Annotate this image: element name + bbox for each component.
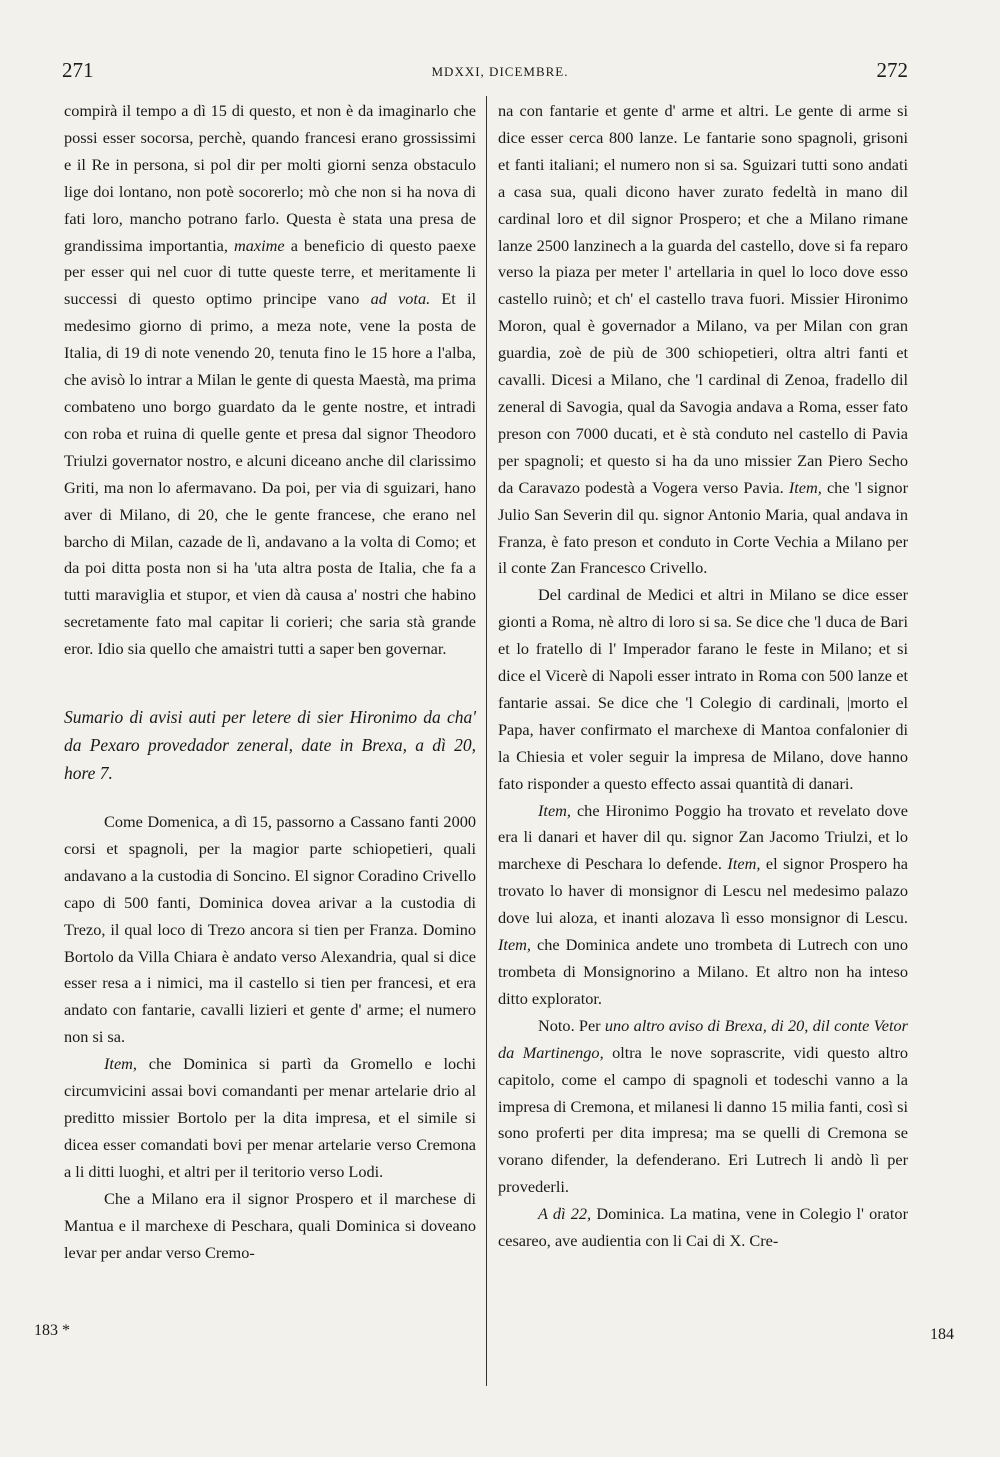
right-column	[498, 98, 908, 1255]
paragraph: compirà il tempo a dì 15 di questo, et non è da imaginarlo che possi esser socorsa, perchè, quando francesi erano grossissimi e il Re in persona, si pol dir per molti giorni senza obstaculo lige doi lontano, non potè socorerlo; mò che non si ha nova di fati loro, mancho potrano farlo. Questa è stata una presa de grandissima importantia, maxime a beneficio di questo paexe per esser qui nel cuor di tutte queste terre, et meritamente li successi di questo optimo principe vano ad vota. Et il medesimo giorno di primo, a meza note, vene la posta de Italia, di 19 di note venendo 20, tenuta fino le 15 hore a l'alba, che avisò lo intrar a Milan le gente di questa Maestà, ma prima combateno uno borgo guardato da le gente nostre, et intradi con roba et ruina di quelle gente et presa dal signor Theodoro Triulzi governator nostro, e alcuni diceano anche dil clarissimo Griti, ma non lo afermavano. Da poi, per via di sguizari, hano aver di Milano, di 20, che le gente francese, che erano nel barcho di Milan, cazade de lì, andavano a la volta di Como; et da poi ditta posta non si ha 'uta altra posta de Italia, che fa a tutti maraviglia et stupor, et vien dà causa a' nostri che habino secretamente fato mal capitar li corieri; che saria stà grande eror. Idio sia quello che amaistri tutti a saper ben governar.	[64, 101, 477, 659]
margin-number-left: 183 *	[34, 1322, 70, 1339]
paragraph: Che a Milano era il signor Prospero et il marchese di Mantua e il marchexe di Peschara, quali Dominica si doveano levar per andar verso Cremo-	[64, 1188, 476, 1262]
paragraph: Del cardinal de Medici et altri in Milano se dice esser gionti a Roma, nè altro di loro si sa. Se dice che 'l duca de Bari et lo fratello di l' Imperador farano le feste in Milano; et si dice el Vicerè di Napoli esser intrato in Roma con 500 lanze et fantarie assai. Se dice che 'l Colegio di cardinali, |morto el Papa, haver confirmato el marchexe di Mantoa confalonier di la Chiesia et voler seguir la impresa de Milano, dove hanno fato risponder a questo effecto assai quantità di danari.	[498, 585, 908, 793]
paragraph: na con fantarie et gente d' arme et altri. Le gente di arme si dice esser cerca 800 lanze. Le fantarie sono spagnoli, grisoni et fanti italiani; el numero non si sa. Sguizari tutti sono andati a casa sua, quali dicono haver zurato fedeltà in mano dil cardinal loro et dil signor Prospero; et che a Milano rimane lanze 2500 lanzinech a la guarda del castello, dove si fa reparo verso la piaza per meter l' artellaria in quel lo loco dove esso castello ruinò; et ch' el castello trava fuori. Missier Hironimo Moron, qual è governador a Milano, va per Milan con gran guardia, zoè de più de 300 schiopetieri, oltra altri fanti et cavalli. Dicesi a Milano, che 'l cardinal di Zenoa, fradello dil zeneral di Savogia, qual da Savogia andava a Roma, esser fato preson con 7000 ducati, et è stà conduto nel castello di Pavia per spagnoli; et questo si ha da uno missier Zan Piero Secho da Caravazo podestà a Vogera verso Pavia. Item, che 'l signor Julio San Severin dil qu. signor Antonio Maria, qual andava in Franza, è fato preson et conduto in Corte Vechia a Milano per il conte Zan Francesco Crivello.	[498, 101, 908, 578]
column-divider	[486, 96, 487, 1386]
paragraph: Noto. Per uno altro aviso di Brexa, di 20, dil conte Vetor da Martinengo, oltra le nove soprascrite, vidi questo altro capitolo, come el campo di spagnoli et todeschi vanno a la impresa di Cremona, et milanesi li danno 15 milia fanti, così si sono proferti per dita impresa; ma se quelli di Cremona se vorano difender, la defenderano. Eri Lutrech li andò lì per provederli.	[498, 1015, 909, 1197]
right-page-number: 272	[876, 58, 908, 82]
margin-number-right: 184	[930, 1326, 954, 1343]
paragraph: Item, che Dominica si partì da Gromello e lochi circumvicini assai bovi comandanti per menar artelarie drio al preditto missier Bortolo per la dita impresa, et el simile si dicea esser comandati bovi per menar artelarie verso Cremona a li ditti luoghi, et altri per il teritorio verso Lodi.	[64, 1054, 476, 1181]
paragraph: A dì 22, Dominica. La matina, vene in Colegio l' orator cesareo, ave audientia con li Cai di X. Cre-	[498, 1204, 908, 1251]
section-title: Sumario di avisi auti per letere di sier Hironimo da cha' da Pexaro provedador zeneral, date in Brexa, a dì 20, hore 7.	[64, 707, 476, 784]
paragraph: Come Domenica, a dì 15, passorno a Cassano fanti 2000 corsi et spagnoli, per la magior parte schiopetieri, quali andavano a la custodia di Soncino. El signor Coradino Crivello capo di 500 fanti, Dominica dovea arivar a la custodia di Trezo, il qual loco di Trezo ancora si tien per Franza. Domino Bortolo da Villa Chiara è andato verso Alexandria, qual si dice esser resa a i nimici, ma il castello si tien per francesi, et era andato con fantarie, cavalli lizieri et gente d' arme; el numero non si sa.	[64, 812, 476, 1047]
paragraph: Item, che Hironimo Poggio ha trovato et revelato dove era li danari et haver dil qu. signor Zan Jacomo Triulzi, et lo marchexe di Peschara lo defende. Item, el signor Prospero ha trovato lo haver di monsignor di Lescu nel medesimo palazo dove lui aloza, et inanti alozava lì esso monsignor di Lescu. Item, che Dominica andete uno trombeta di Lutrech con uno trombeta di Monsignorino a Milano. Et altro non ha inteso ditto explorator.	[498, 800, 908, 1008]
left-page-number: 271	[62, 58, 94, 82]
running-header: MDXXI, DICEMBRE.	[431, 64, 569, 79]
left-column	[64, 98, 476, 1266]
